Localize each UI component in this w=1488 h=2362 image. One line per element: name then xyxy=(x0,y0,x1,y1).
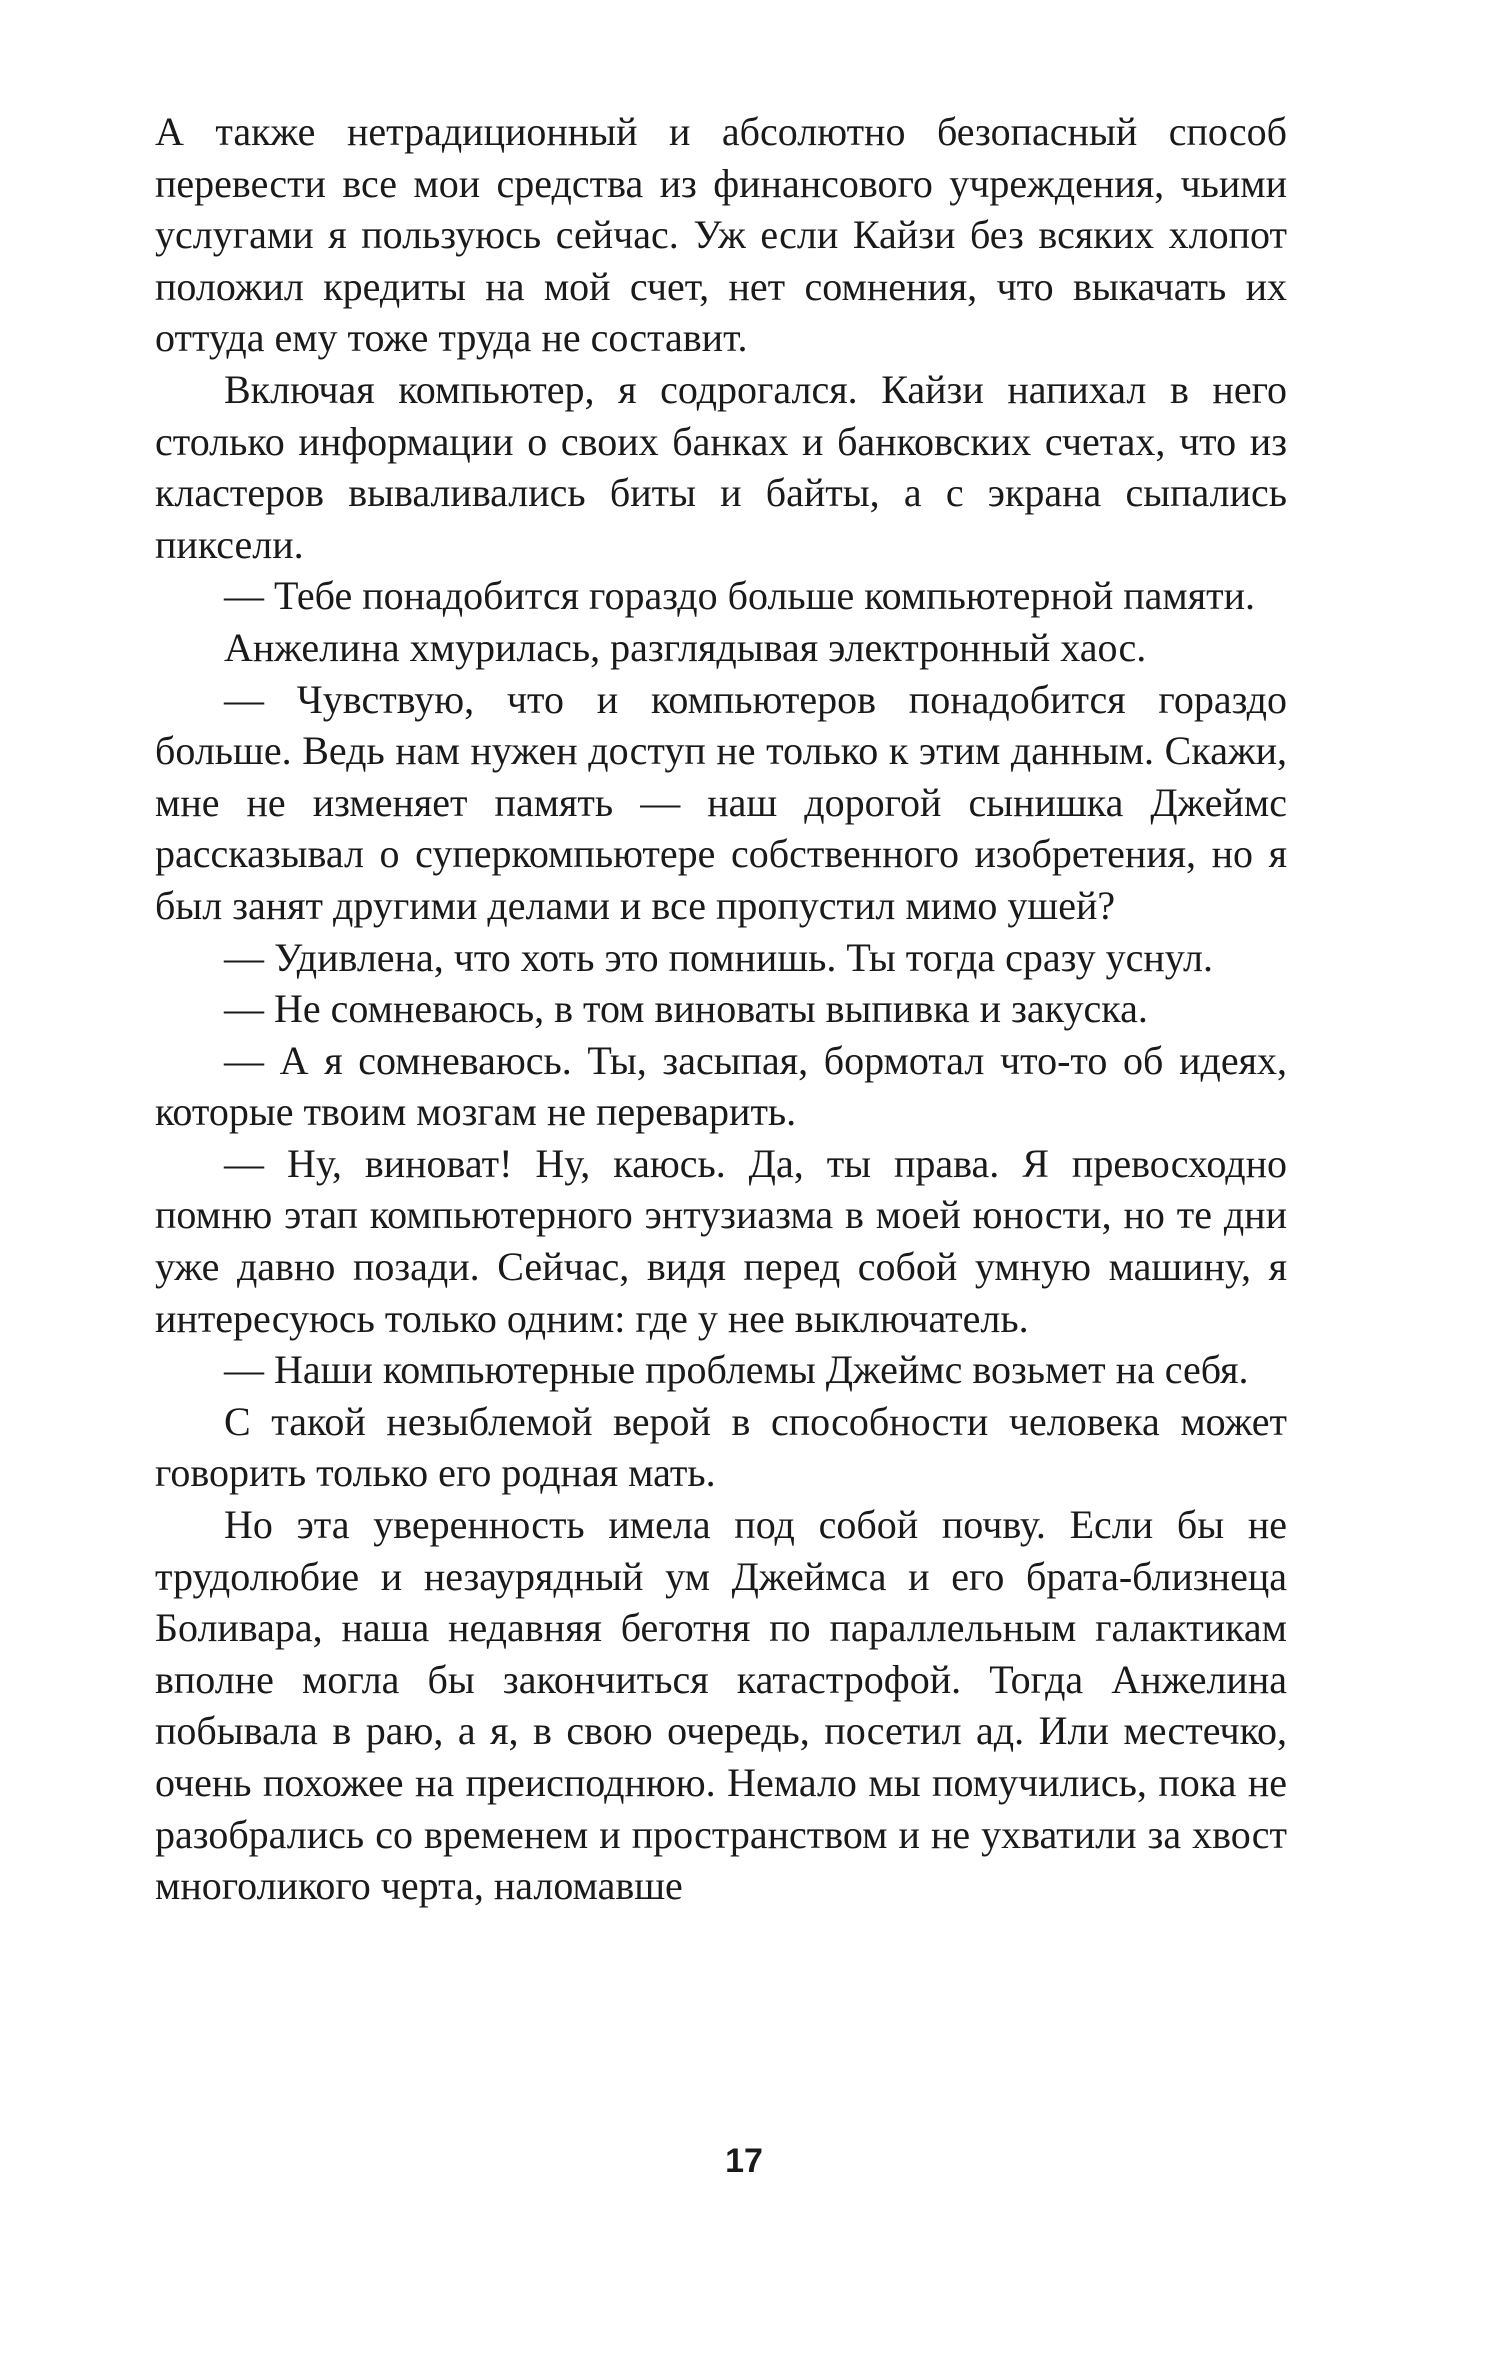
paragraph: Но эта уверенность имела под собой почву. Если бы не трудолюбие и незаурядный ум Джеймса и его брата-близнеца Боливара, наша недавняя беготня по параллельным галактикам вполне могла бы закончиться катастрофой. Тогда Анжелина побывала в раю, а я, в свою очередь, посетил ад. Или местечко, очень похожее на преисподнюю. Немало мы помучились, пока не разобрались со временем и пространством и не ухватили за хвост многоликого черта, наломавше xyxy=(155,1502,1287,1909)
paragraph: Включая компьютер, я содрогался. Кайзи напихал в него столько информации о своих банках и банковских счетах, что из кластеров вываливались биты и байты, а с экрана сыпались пиксели. xyxy=(155,366,1287,567)
paragraph: С такой незыблемой верой в способности человека может говорить только его родная мать. xyxy=(155,1398,1287,1496)
paragraph: — Тебе понадобится гораздо больше компьютерной памяти. xyxy=(224,573,1255,619)
paragraph: — Не сомневаюсь, в том виноваты выпивка и закуска. xyxy=(224,986,1148,1032)
page-number: 17 xyxy=(725,2142,763,2180)
paragraph: — А я сомневаюсь. Ты, засыпая, бормотал что-то об идеях, которые твоим мозгам не переварить. xyxy=(155,1037,1287,1135)
paragraph: — Ну, виноват! Ну, каюсь. Да, ты права. Я превосходно помню этап компьютерного энтузиазма в моей юности, но те дни уже давно позади. Сейчас, видя перед собой умную машину, я интересуюсь только одним: где у нее выключатель. xyxy=(155,1140,1287,1341)
paragraph: Анжелина хмурилась, разглядывая электронный хаос. xyxy=(224,624,1147,670)
paragraph: — Удивлена, что хоть это помнишь. Ты тогда сразу уснул. xyxy=(224,934,1214,980)
paragraph: — Наши компьютерные проблемы Джеймс возьмет на себя. xyxy=(224,1347,1249,1393)
paragraph: — Чувствую, что и компьютеров понадобится гораздо больше. Ведь нам нужен доступ не только к этим данным. Скажи, мне не изменяет память — наш дорогой сынишка Джеймс рассказывал о суперкомпьютере собственного изобретения, но я был занят другими делами и все пропустил мимо ушей? xyxy=(155,676,1287,928)
page-text xyxy=(155,106,1287,1912)
paragraph: А также нетрадиционный и абсолютно безопасный способ перевести все мои средства из финансового учреждения, чьими услугами я пользуюсь сейчас. Уж если Кайзи без всяких хлопот положил кредиты на мой счет, нет сомнения, что выкачать их оттуда ему тоже труда не составит. xyxy=(155,109,1287,361)
